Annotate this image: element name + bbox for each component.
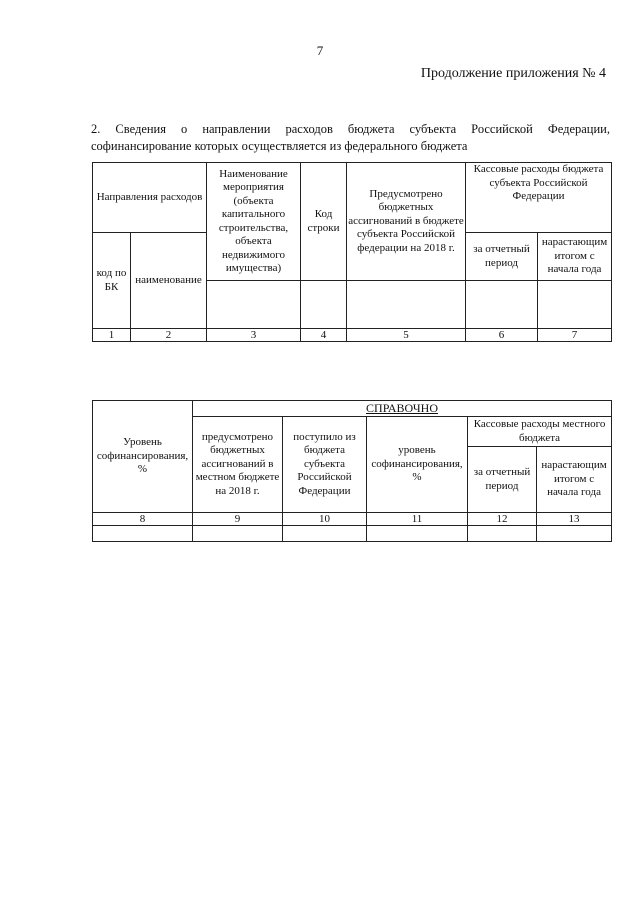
page-number: 7 bbox=[316, 43, 324, 58]
reference-cofinancing-table bbox=[92, 400, 612, 542]
empty-data-row bbox=[93, 526, 612, 542]
header-planned-allocations: Предусмотрено бюджетных ассигнований в бюджете субъекта Российской федерации на 2018 г. bbox=[347, 163, 466, 281]
column-number: 6 bbox=[466, 329, 538, 342]
column-number: 9 bbox=[193, 513, 283, 526]
header-cash-local: Кассовые расходы местного бюджета bbox=[468, 417, 612, 447]
column-numbers-row bbox=[93, 329, 612, 342]
section-title bbox=[91, 121, 610, 155]
column-number: 10 bbox=[283, 513, 367, 526]
section-title-line-1: 2. Сведения о направлении расходов бюджета субъекта Российской Федерации, bbox=[91, 122, 610, 136]
column-number: 8 bbox=[93, 513, 193, 526]
appendix-continuation-label: Продолжение приложения № 4 bbox=[420, 66, 606, 81]
column-number: 3 bbox=[207, 329, 301, 342]
column-number: 1 bbox=[93, 329, 131, 342]
header-reporting-period: за отчетный период bbox=[466, 233, 538, 281]
header-cash-expenses: Кассовые расходы бюджета субъекта Российской Федерации bbox=[466, 163, 612, 233]
header-level: уровень софинансирования, % bbox=[367, 417, 468, 513]
column-number: 11 bbox=[367, 513, 468, 526]
header-received-from-region: поступило из бюджета субъекта Российской Федерации bbox=[283, 417, 367, 513]
header-cumulative: нарастающим итогом с начала года bbox=[537, 447, 612, 513]
header-row-code: Код строки bbox=[301, 163, 347, 281]
column-number: 13 bbox=[537, 513, 612, 526]
header-cumulative: нарастающим итогом с начала года bbox=[538, 233, 612, 281]
section-title-line-2: софинансирование которых осуществляется из федерального бюджета bbox=[91, 139, 468, 153]
header-name: наименование bbox=[131, 233, 207, 329]
header-planned-local: предусмотрено бюджетных ассигнований в местном бюджете на 2018 г. bbox=[193, 417, 283, 513]
column-number: 12 bbox=[468, 513, 537, 526]
column-numbers-row bbox=[93, 513, 612, 526]
budget-expenses-table bbox=[92, 162, 612, 342]
column-number: 4 bbox=[301, 329, 347, 342]
header-expense-directions: Направления расходов bbox=[93, 163, 207, 233]
header-reference: СПРАВОЧНО bbox=[193, 401, 612, 417]
header-reporting-period: за отчетный период bbox=[468, 447, 537, 513]
header-event-name: Наименование мероприятия (объекта капитального строительства, объекта недвижимого имущества) bbox=[207, 163, 301, 281]
column-number: 7 bbox=[538, 329, 612, 342]
header-cofinancing-level: Уровень софинансирования, % bbox=[93, 401, 193, 513]
header-bk-code: код по БК bbox=[93, 233, 131, 329]
column-number: 2 bbox=[131, 329, 207, 342]
column-number: 5 bbox=[347, 329, 466, 342]
